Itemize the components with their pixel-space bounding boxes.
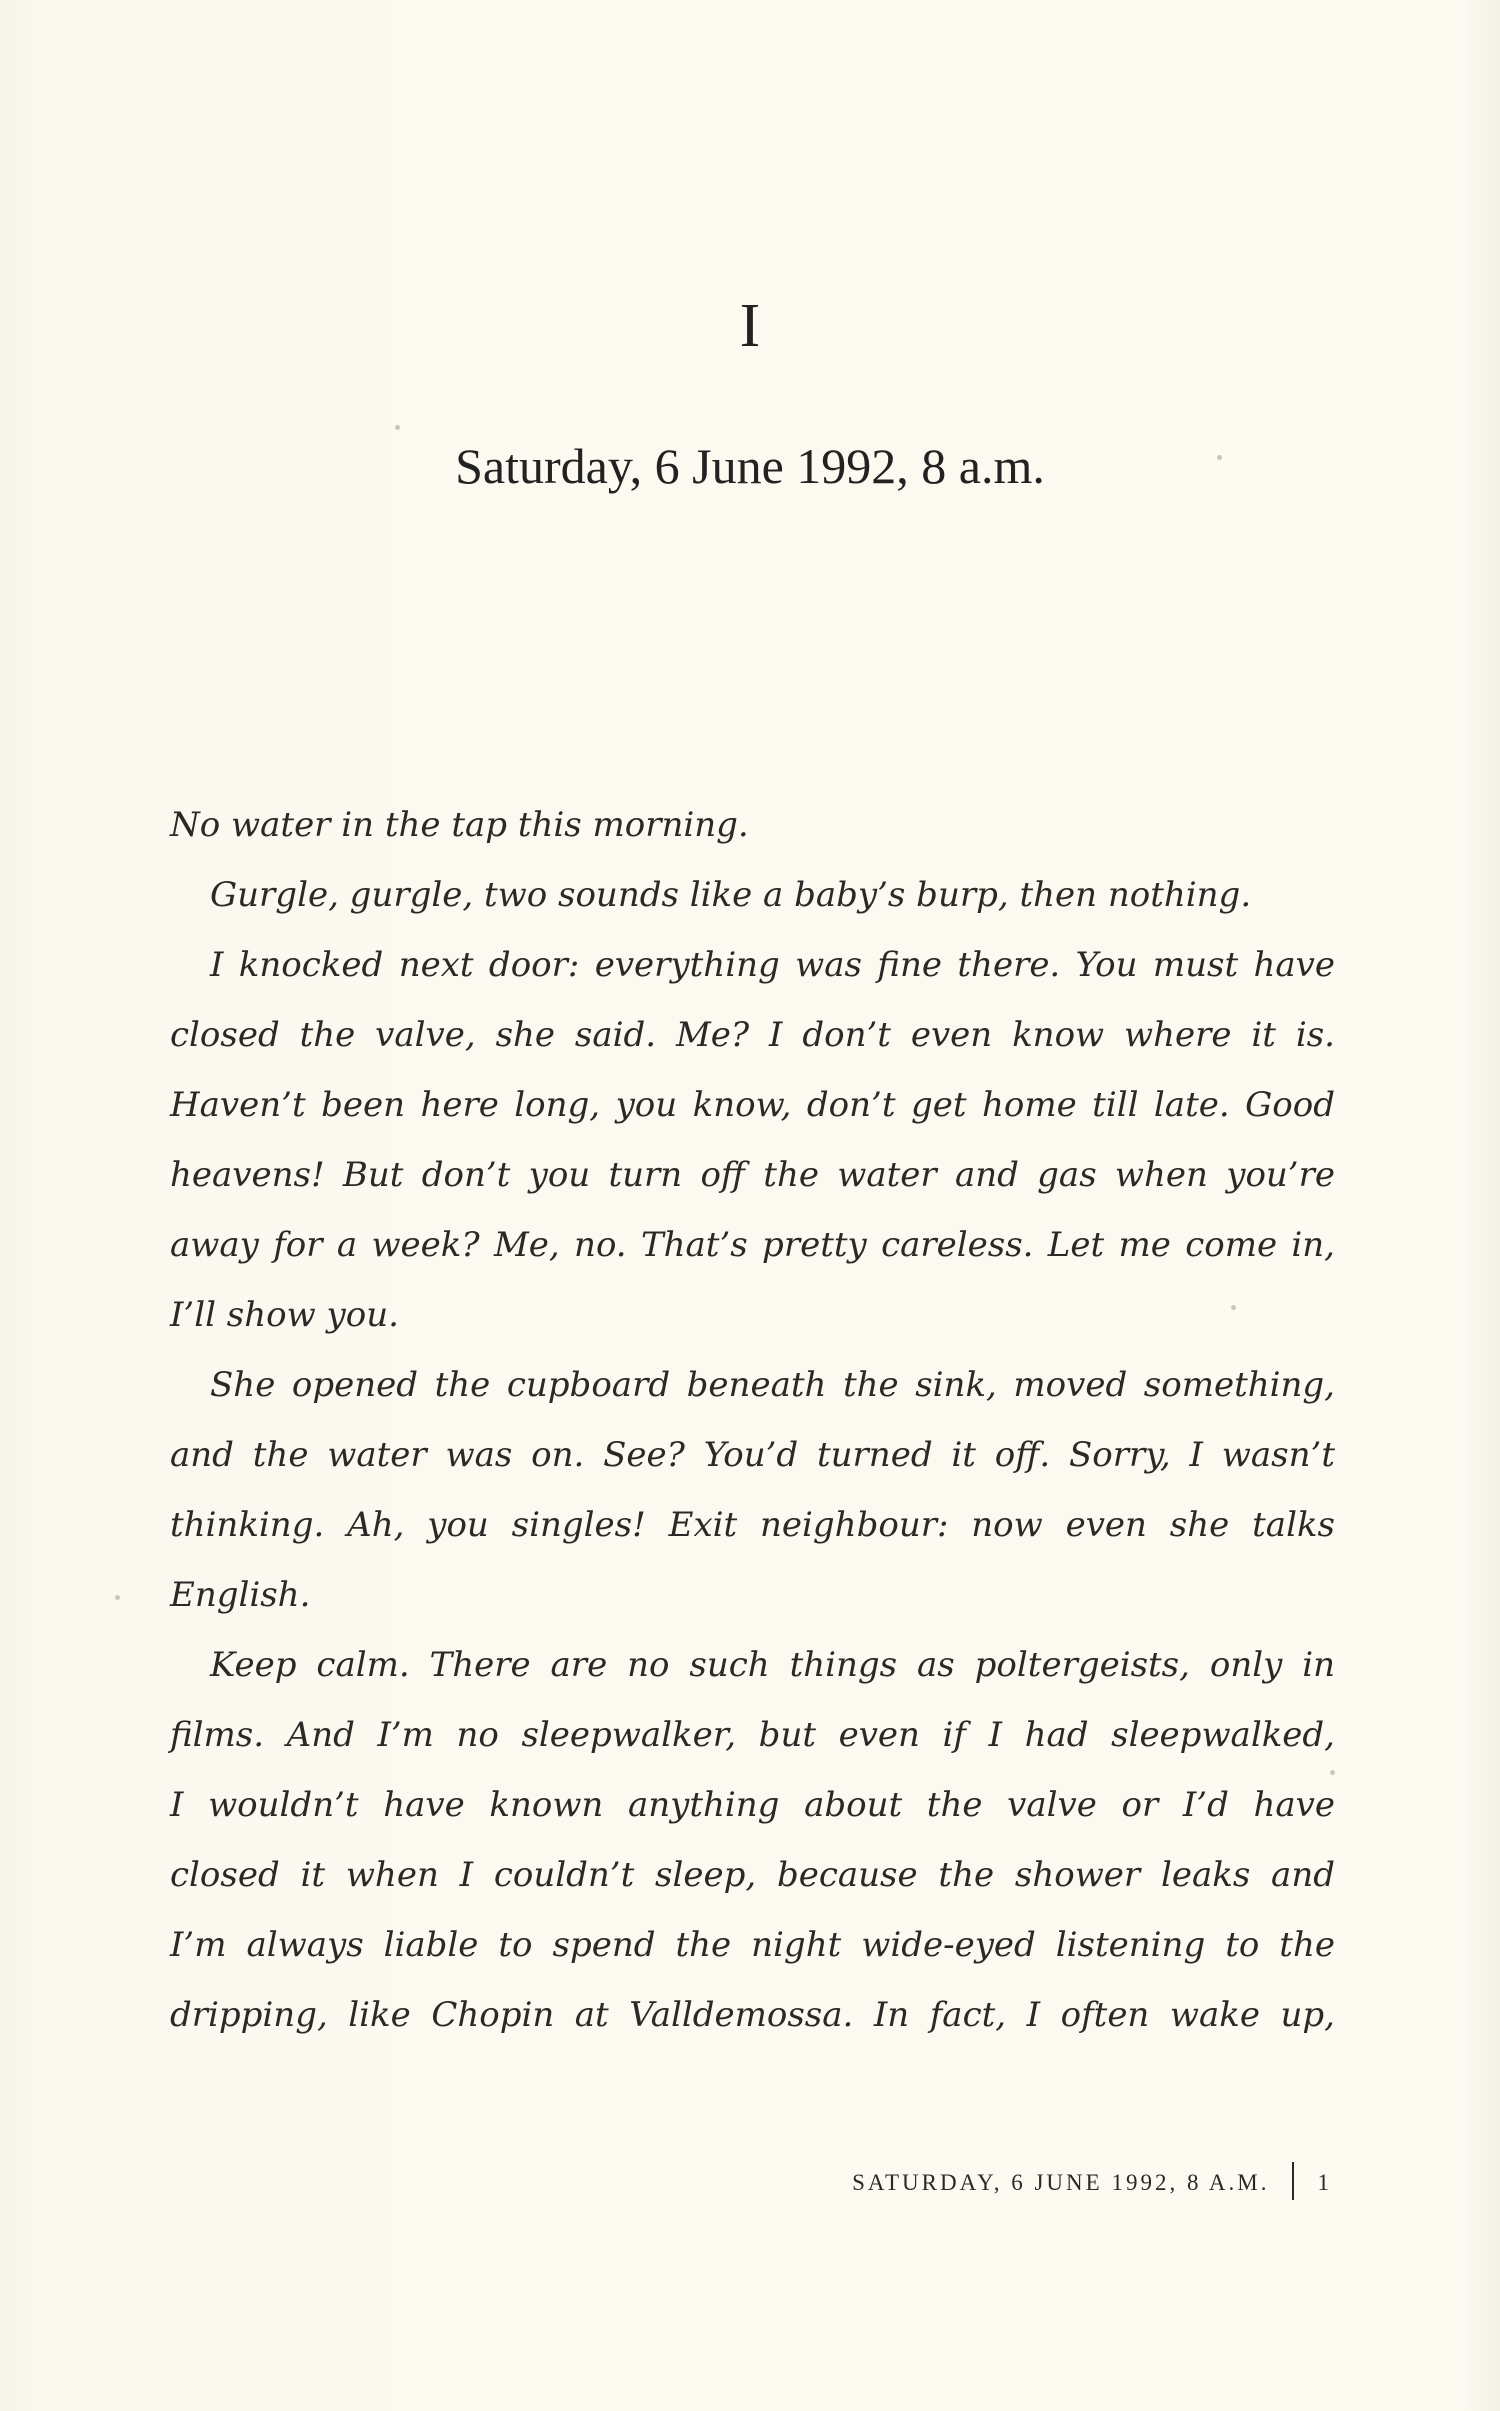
paper-speck	[395, 425, 400, 430]
body-line: I’m always liable to spend the night wide-eyed listening to the	[170, 1925, 1335, 1965]
footer-divider	[1292, 2162, 1294, 2200]
body-line: closed it when I couldn’t sleep, because the shower leaks and	[170, 1855, 1335, 1895]
paper-speck	[1231, 1305, 1236, 1310]
body-line: heavens! But don’t you turn off the water and gas when you’re	[170, 1155, 1335, 1195]
body-line: Gurgle, gurgle, two sounds like a baby’s burp, then nothing.	[210, 875, 1252, 915]
body-line: dripping, like Chopin at Valldemossa. In fact, I often wake up,	[170, 1995, 1335, 2035]
page-number: 1	[1317, 2170, 1332, 2195]
body-line: I wouldn’t have known anything about the valve or I’d have	[170, 1785, 1335, 1825]
paper-speck	[1330, 1770, 1335, 1775]
body-line: I knocked next door: everything was fine there. You must have	[210, 945, 1335, 985]
running-footer-title: SATURDAY, 6 JUNE 1992, 8 A.M.	[852, 2170, 1270, 2195]
body-line: Keep calm. There are no such things as poltergeists, only in	[210, 1645, 1335, 1685]
chapter-title: Saturday, 6 June 1992, 8 a.m.	[455, 438, 1045, 494]
body-line: thinking. Ah, you singles! Exit neighbour: now even she talks	[170, 1505, 1335, 1545]
running-footer	[852, 2162, 1332, 2200]
body-line: closed the valve, she said. Me? I don’t even know where it is.	[170, 1015, 1335, 1055]
body-line: No water in the tap this morning.	[170, 805, 749, 845]
chapter-number: I	[739, 292, 761, 360]
body-line: Haven’t been here long, you know, don’t get home till late. Good	[170, 1085, 1335, 1125]
body-line: and the water was on. See? You’d turned it off. Sorry, I wasn’t	[170, 1435, 1335, 1475]
body-line: away for a week? Me, no. That’s pretty careless. Let me come in,	[170, 1225, 1335, 1265]
body-line: films. And I’m no sleepwalker, but even if I had sleepwalked,	[170, 1715, 1335, 1755]
paper-speck	[115, 1595, 120, 1600]
body-line: English.	[170, 1575, 311, 1615]
paper-speck	[1217, 455, 1222, 460]
body-text	[170, 790, 1335, 2050]
body-line: I’ll show you.	[170, 1295, 399, 1335]
body-line: She opened the cupboard beneath the sink, moved something,	[210, 1365, 1335, 1405]
